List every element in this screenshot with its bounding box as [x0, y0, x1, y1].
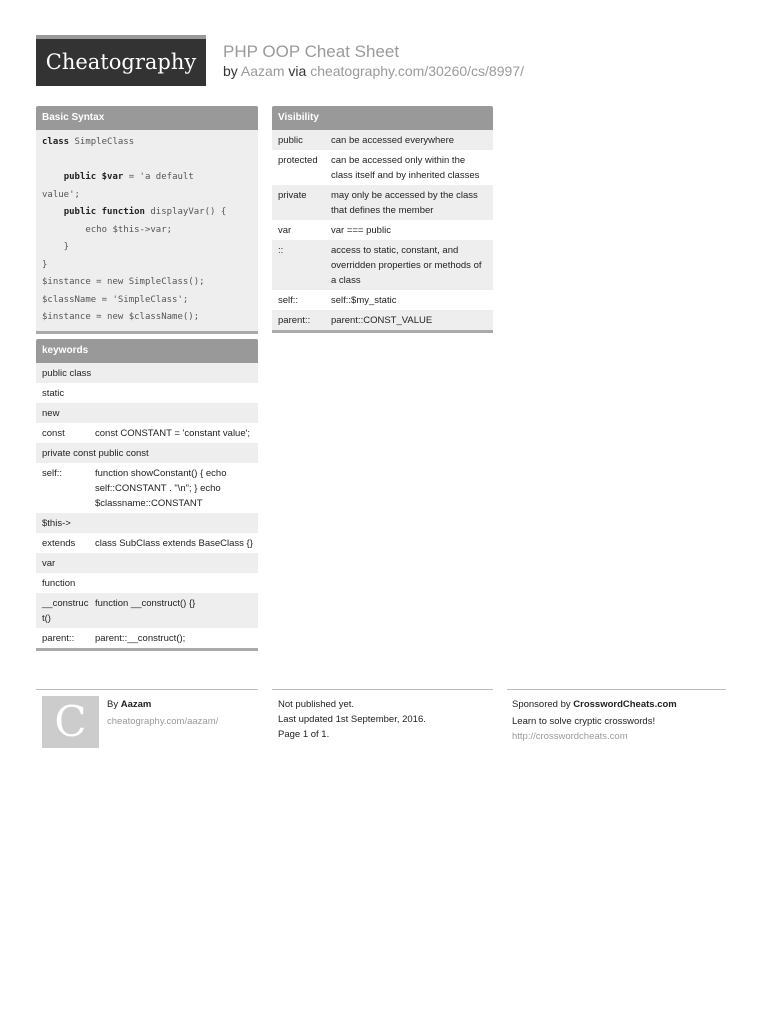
by-label: By: [107, 699, 119, 710]
author-link[interactable]: Aazam: [240, 63, 285, 79]
footer-divider: [507, 689, 726, 690]
table-row: [36, 443, 258, 463]
row-key: self::: [278, 294, 299, 306]
code-text: [42, 172, 64, 182]
code-line: [42, 152, 252, 170]
row-key: private: [278, 189, 307, 201]
code-text: $instance = new $className();: [42, 312, 200, 322]
table-row: [272, 150, 493, 185]
sponsor-tagline: Learn to solve cryptic crosswords!: [512, 716, 656, 727]
code-line: [42, 169, 252, 187]
by-label: by: [223, 63, 238, 79]
row-key: __construct(): [42, 597, 89, 624]
table-row: [272, 310, 493, 330]
row-key: ::: [278, 244, 284, 256]
code-block: [36, 130, 258, 331]
table-row: [272, 130, 493, 150]
code-text: = 'a default: [123, 172, 194, 182]
visibility-panel: [272, 106, 493, 333]
sponsor-info: [512, 697, 677, 744]
table-row: [272, 240, 493, 290]
row-value: parent::CONST_VALUE: [331, 314, 433, 326]
page-title: PHP OOP Cheat Sheet: [223, 42, 400, 61]
footer-divider: [36, 689, 258, 690]
sponsored-by-label: Sponsored by: [512, 699, 571, 710]
author-info: [107, 697, 218, 729]
code-line: [42, 222, 252, 240]
row-key: const: [42, 427, 65, 439]
row-key: parent::: [42, 632, 75, 644]
table-row: [36, 628, 258, 648]
code-keyword: public function: [63, 207, 145, 217]
row-key: private const public const: [42, 447, 149, 459]
code-line: [42, 239, 252, 257]
sponsor-name-link[interactable]: CrosswordCheats.com: [573, 699, 677, 710]
table-row: [272, 185, 493, 220]
table-row: [36, 533, 258, 553]
table-row: [36, 553, 258, 573]
page-number: Page 1 of 1.: [278, 729, 330, 740]
code-line: [42, 257, 252, 275]
code-keyword: class: [42, 137, 70, 147]
row-key: public class: [42, 367, 92, 379]
row-key: static: [42, 387, 65, 399]
code-line: [42, 309, 252, 327]
basic-syntax-panel: [36, 106, 258, 334]
basic-syntax-title: Basic Syntax: [36, 106, 258, 130]
visibility-table: [272, 130, 493, 330]
table-row: [36, 423, 258, 443]
sponsor-url-link[interactable]: http://crosswordcheats.com: [512, 731, 628, 742]
last-updated: Last updated 1st September, 2016.: [278, 714, 426, 725]
code-line: [42, 292, 252, 310]
footer-divider: [272, 689, 493, 690]
table-row: [36, 513, 258, 533]
keywords-table: [36, 363, 258, 648]
publish-status: Not published yet.: [278, 699, 355, 710]
code-text: displayVar() {: [144, 207, 227, 217]
row-key: protected: [278, 154, 318, 166]
code-keyword: public $var: [63, 172, 124, 182]
row-value: may only be accessed by the class that defines the member: [331, 189, 478, 216]
row-key: parent::: [278, 314, 311, 326]
row-key: new: [42, 407, 60, 419]
code-line: [42, 134, 252, 152]
row-key: public: [278, 134, 303, 146]
code-text: }: [42, 259, 48, 270]
code-text: [42, 207, 64, 217]
row-key: function: [42, 577, 76, 589]
table-row: [36, 593, 258, 628]
cheatography-logo[interactable]: Cheatography: [36, 35, 206, 86]
table-row: [36, 573, 258, 593]
row-value: parent::__construct();: [95, 632, 186, 644]
row-value: const CONSTANT = 'constant value';: [95, 427, 251, 439]
row-value: self::$my_static: [331, 294, 397, 306]
sheet-url-link[interactable]: cheatography.com/30260/cs/8997/: [310, 63, 524, 79]
visibility-title: Visibility: [272, 106, 493, 130]
code-text: $className = 'SimpleClass';: [42, 294, 189, 305]
code-text: echo $this->var;: [42, 224, 173, 235]
code-text: SimpleClass: [69, 137, 135, 147]
keywords-panel: [36, 339, 258, 651]
row-value: can be accessed everywhere: [331, 134, 455, 146]
code-text: value';: [42, 189, 80, 200]
code-text: $instance = new SimpleClass();: [42, 277, 205, 287]
table-row: [36, 463, 258, 513]
row-key: extends: [42, 537, 76, 549]
table-row: [272, 220, 493, 240]
row-key: var: [42, 557, 56, 569]
byline: [223, 63, 524, 79]
row-value: var === public: [331, 224, 391, 236]
author-avatar[interactable]: C: [42, 696, 99, 748]
row-value: can be accessed only within the class itself and by inherited classes: [331, 154, 480, 181]
code-text: }: [42, 242, 70, 252]
table-row: [36, 403, 258, 423]
row-key: self::: [42, 467, 63, 479]
row-key: var: [278, 224, 292, 236]
row-value: function __construct() {}: [95, 597, 196, 609]
code-line: [42, 274, 252, 292]
publish-info: [278, 697, 426, 742]
keywords-title: keywords: [36, 339, 258, 363]
table-row: [36, 363, 258, 383]
row-value: class SubClass extends BaseClass {}: [95, 537, 253, 549]
table-row: [272, 290, 493, 310]
row-value: access to static, constant, and overridden properties or methods of a class: [331, 244, 482, 286]
via-label: via: [288, 63, 307, 79]
table-row: [36, 383, 258, 403]
code-line: [42, 204, 252, 222]
row-key: $this->: [42, 517, 71, 529]
author-profile-link[interactable]: cheatography.com/aazam/: [107, 716, 219, 727]
code-line: [42, 187, 252, 205]
row-value: function showConstant() { echo self::CONSTANT . "\n"; } echo $classname::CONSTANT: [95, 467, 227, 509]
author-name-link[interactable]: Aazam: [120, 699, 152, 710]
